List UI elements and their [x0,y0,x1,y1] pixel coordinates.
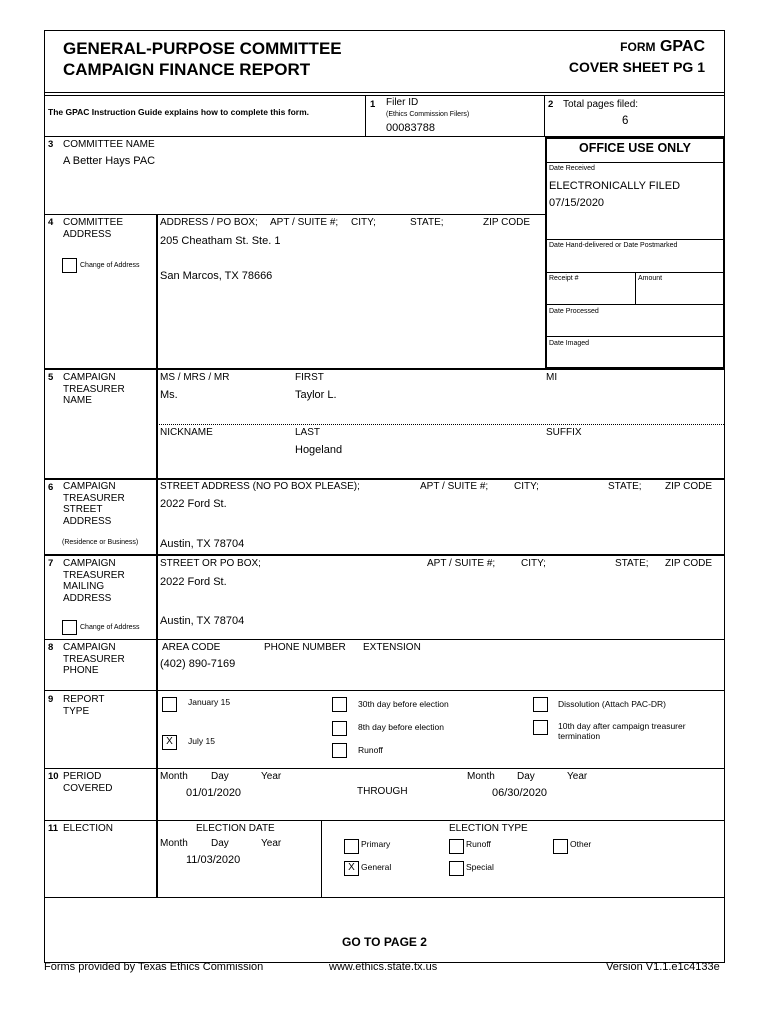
special-checkbox[interactable] [449,861,464,876]
rule [546,239,724,240]
section-8-num: 8 [48,642,54,653]
period-label: PERIOD COVERED [63,771,113,794]
change-of-address-checkbox-2[interactable] [62,620,77,635]
through-label: THROUGH [357,786,408,797]
rule [44,639,725,640]
treasurer-mailing-label: CAMPAIGN TREASURER MAILING ADDRESS [63,558,125,604]
treasurer-first: Taylor L. [295,389,337,401]
date-received-label: Date Received [549,165,595,172]
address-hdr-4: STATE; [410,217,444,228]
rule [546,304,724,305]
change-of-address-label-2: Change of Address [80,624,140,631]
primary-label: Primary [361,839,391,849]
rule [44,897,725,898]
rule [44,478,725,480]
filer-id-value: 00083788 [386,122,435,134]
treasurer-street-label: CAMPAIGN TREASURER STREET ADDRESS [63,481,125,527]
title-line-2: CAMPAIGN FINANCE REPORT [63,60,311,79]
mi-hdr: MI [546,372,558,383]
election-label: ELECTION [63,823,114,834]
from-month-hdr: Month [160,771,188,782]
mailing-hdr-5: ZIP CODE [665,558,713,569]
special-label: Special [466,862,494,872]
last-hdr: LAST [295,427,321,438]
period-from: 01/01/2020 [186,787,242,799]
section-6-num: 6 [48,482,54,493]
jul15-label: July 15 [188,736,215,746]
footer-left: Forms provided by Texas Ethics Commission [44,961,264,973]
street-line1: 2022 Ford St. [160,498,227,510]
header-rule [44,92,725,93]
divider [321,820,322,898]
rule [44,690,725,691]
day10-label: 10th day after campaign treasurer termination [558,721,686,741]
pages-value: 6 [622,115,629,127]
filed-date: 07/15/2020 [549,197,605,209]
section-7-num: 7 [48,558,54,569]
section-10-num: 10 [48,771,59,782]
day30-checkbox[interactable] [332,697,347,712]
address-hdr-2: APT / SUITE #; [270,217,339,228]
receipt-label: Receipt # [549,275,579,282]
form-code-block [560,36,705,76]
filer-id-sublabel: (Ethics Commission Filers) [386,111,470,118]
form-word: FORM [620,40,656,54]
dissolution-label: Dissolution (Attach PAC-DR) [558,699,667,709]
rule [546,336,724,337]
election-date-hdr: ELECTION DATE [196,823,275,834]
day30-label: 30th day before election [358,699,449,709]
period-to: 06/30/2020 [492,787,548,799]
runoff-election-label: Runoff [466,839,491,849]
street-hdr-1: STREET ADDRESS (NO PO BOX PLEASE); [160,481,360,492]
phone-number-hdr: PHONE NUMBER [264,642,346,653]
mailing-hdr-4: STATE; [615,558,649,569]
street-hdr-5: ZIP CODE [665,481,713,492]
form-code: GPAC [659,38,705,55]
hand-delivered-label: Date Hand-delivered or Date Postmarked [549,242,678,249]
rule [44,768,725,769]
general-checkbox[interactable]: X [344,861,359,876]
day8-label: 8th day before election [358,722,445,732]
rule [44,368,725,370]
street-line2: Austin, TX 78704 [160,538,245,550]
mailing-line1: 2022 Ford St. [160,576,227,588]
pages-label: Total pages filed: [563,99,639,110]
committee-name-label: COMMITTEE NAME [63,139,155,150]
committee-address-label: COMMITTEE ADDRESS [63,217,123,240]
phone-value: (402) 890-7169 [160,658,236,670]
dotted-divider [157,424,724,425]
runoff-report-checkbox[interactable] [332,743,347,758]
label-column-divider [156,214,158,898]
mailing-hdr-2: APT / SUITE #; [427,558,496,569]
area-code-hdr: AREA CODE [162,642,221,653]
primary-checkbox[interactable] [344,839,359,854]
rule [44,214,545,215]
instruction-text: The GPAC Instruction Guide explains how to complete this form. [48,107,310,117]
to-day-hdr: Day [517,771,535,782]
change-of-address-checkbox-1[interactable] [62,258,77,273]
filed-text: ELECTRONICALLY FILED [549,180,681,192]
divider [365,95,366,137]
treasurer-last: Hogeland [295,444,343,456]
footer-right: Version V1.1.e1c4133e [606,961,720,973]
rule [546,162,724,163]
residence-note: (Residence or Business) [62,539,139,546]
treasurer-phone-label: CAMPAIGN TREASURER PHONE [63,642,125,676]
extension-hdr: EXTENSION [363,642,421,653]
first-hdr: FIRST [295,372,324,383]
divider [544,95,545,137]
imaged-label: Date Imaged [549,340,590,347]
report-type-label: REPORT TYPE [63,694,105,717]
other-checkbox[interactable] [553,839,568,854]
election-month-hdr: Month [160,838,188,849]
address-hdr-1: ADDRESS / PO BOX; [160,217,258,228]
treasurer-name-label: CAMPAIGN TREASURER NAME [63,372,125,406]
jan15-label: January 15 [188,697,231,707]
day8-checkbox[interactable] [332,721,347,736]
go-to-page-2: GO TO PAGE 2 [342,935,427,949]
section-4-num: 4 [48,217,54,228]
jul15-checkbox[interactable]: X [162,735,177,750]
divider [635,272,636,304]
filer-id-label: Filer ID [386,97,419,108]
from-day-hdr: Day [211,771,229,782]
change-of-address-label-1: Change of Address [80,262,140,269]
section-3-num: 3 [48,139,54,150]
amount-label: Amount [638,275,663,282]
street-hdr-4: STATE; [608,481,642,492]
other-label: Other [570,839,592,849]
section-5-num: 5 [48,372,54,383]
section-11-num: 11 [48,823,59,834]
to-month-hdr: Month [467,771,495,782]
header-rule-2 [44,95,725,96]
election-date: 11/03/2020 [186,854,241,866]
jan15-checkbox[interactable] [162,697,177,712]
committee-address-line2: San Marcos, TX 78666 [160,270,273,282]
rule [44,820,725,821]
form-title [63,38,342,80]
section-9-num: 9 [48,694,54,705]
mailing-line2: Austin, TX 78704 [160,615,245,627]
treasurer-title: Ms. [160,389,178,401]
general-label: General [361,862,392,872]
footer-center: www.ethics.state.tx.us [329,961,438,973]
title-line-1: GENERAL-PURPOSE COMMITTEE [63,39,342,58]
address-hdr-3: CITY; [351,217,376,228]
rule [44,554,725,556]
day10-checkbox[interactable] [533,720,548,735]
mailing-hdr-1: STREET OR PO BOX; [160,558,261,569]
dissolution-checkbox[interactable] [533,697,548,712]
committee-address-line1: 205 Cheatham St. Ste. 1 [160,235,281,247]
nickname-hdr: NICKNAME [160,427,213,438]
election-type-hdr: ELECTION TYPE [449,823,528,834]
runoff-election-checkbox[interactable] [449,839,464,854]
runoff-report-label: Runoff [358,745,383,755]
from-year-hdr: Year [261,771,282,782]
address-hdr-5: ZIP CODE [483,217,531,228]
street-hdr-3: CITY; [514,481,539,492]
pages-num: 2 [548,99,554,110]
office-use-title: OFFICE USE ONLY [578,141,692,155]
mailing-hdr-3: CITY; [521,558,546,569]
filer-num: 1 [370,99,376,110]
suffix-hdr: SUFFIX [546,427,582,438]
title-hdr: MS / MRS / MR [160,372,230,383]
street-hdr-2: APT / SUITE #; [420,481,489,492]
election-day-hdr: Day [211,838,229,849]
election-year-hdr: Year [261,838,282,849]
processed-label: Date Processed [549,308,599,315]
cover-sheet-label: COVER SHEET PG 1 [568,59,705,75]
committee-name-value: A Better Hays PAC [63,155,156,167]
to-year-hdr: Year [567,771,588,782]
